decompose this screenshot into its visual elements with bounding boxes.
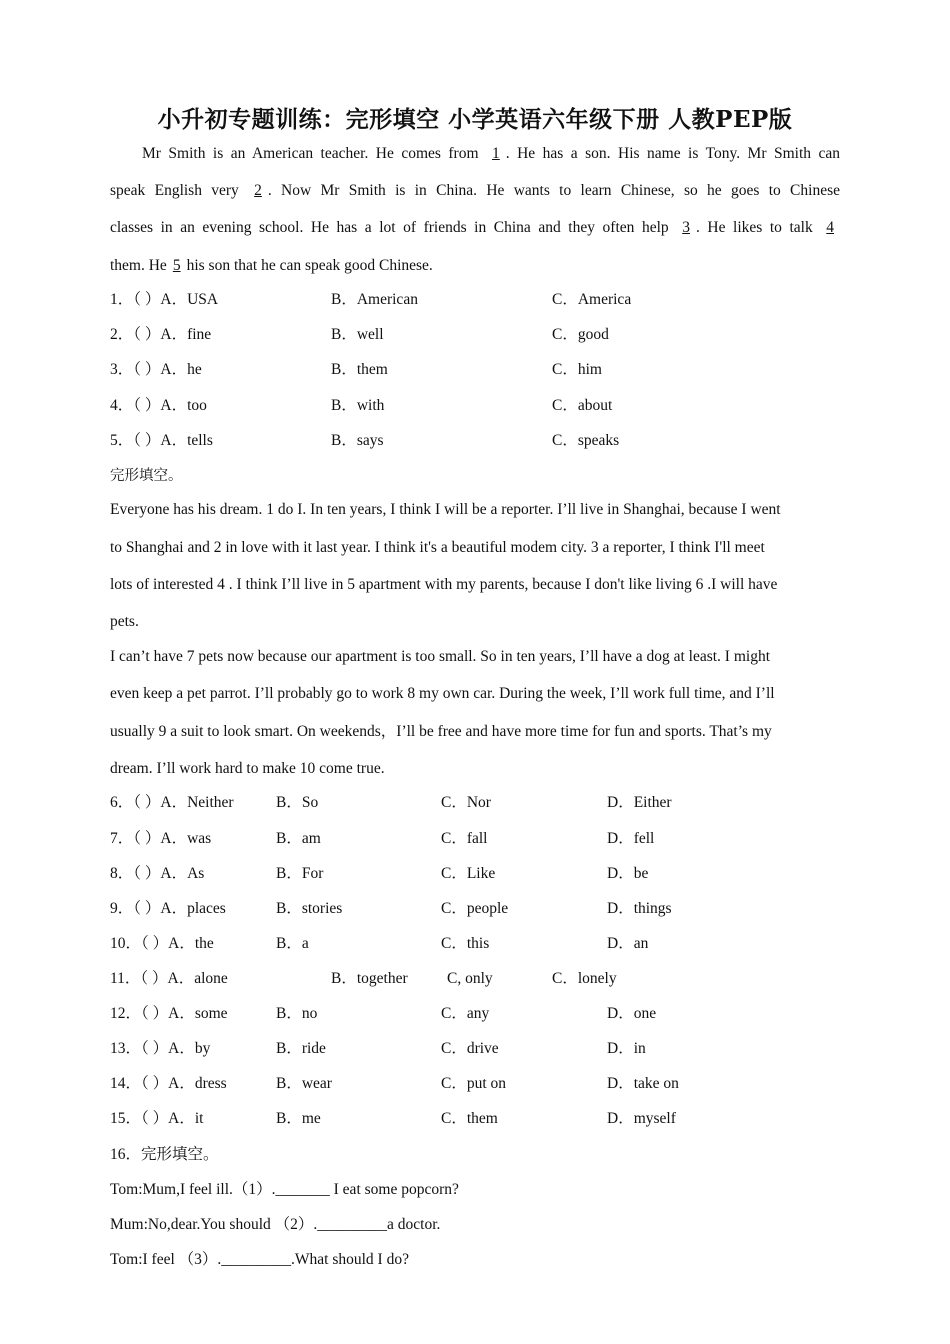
- blank-4: 4: [826, 219, 835, 236]
- question-2: 2．（ ）A．fine B．well C．good: [110, 326, 609, 343]
- passage1-line-1: Mr Smith is an American teacher. He comes from 1 . He has a son. His name is Tony. Mr Smith can: [142, 145, 840, 162]
- passage1-line-4: them. He 5 his son that he can speak good Chinese.: [110, 257, 433, 274]
- blank-5: 5: [172, 257, 181, 274]
- passage2-line-6: even keep a pet parrot. I’ll probably go to work 8 my own car. During the week, I’ll work full time, and I’ll: [110, 685, 775, 702]
- dialogue-line-2: Mum:No,dear.You should （2）._________a doctor.: [110, 1216, 441, 1233]
- question-7: 7．（ ）A．was B．am C．fall D．fell: [110, 830, 655, 847]
- question-15: 15．（ ）A．it B．me C．them D．myself: [110, 1110, 676, 1127]
- question-3: 3．（ ）A．he B．them C．him: [110, 361, 602, 378]
- question-8: 8．（ ）A．As B．For C．Like D．be: [110, 865, 649, 882]
- blank-3: 3: [682, 219, 690, 236]
- dialogue-line-1: Tom:Mum,I feel ill.（1）._______ I eat some popcorn?: [110, 1181, 459, 1198]
- question-5: 5．（ ）A．tells B．says C．speaks: [110, 432, 620, 449]
- passage1-line-2: speak English very 2 . Now Mr Smith is in China. He wants to learn Chinese, so he goes to Chinese: [110, 182, 840, 199]
- blank-2: 2: [254, 182, 262, 199]
- passage2-line-7: usually 9 a suit to look smart. On weekends，I’ll be free and have more time for fun and sports. That’s my: [110, 723, 772, 740]
- question-4: 4．（ ）A．too B．with C．about: [110, 397, 613, 414]
- passage2-line-1: Everyone has his dream. 1 do I. In ten years, I think I will be a reporter. I’ll live in Shanghai, because I went: [110, 501, 781, 518]
- question-13: 13．（ ）A．by B．ride C．drive D．in: [110, 1040, 646, 1057]
- page-title: 小升初专题训练：完形填空 小学英语六年级下册 人教PEP版: [157, 106, 793, 133]
- question-11: 11．（ ）A．alone B．together C, only C．lonely: [110, 970, 617, 987]
- question-1: 1．（ ）A．USA B．American C．America: [110, 291, 632, 308]
- question-9: 9．（ ）A．places B．stories C．people D．things: [110, 900, 672, 917]
- question-12: 12．（ ）A．some B．no C．any D．one: [110, 1005, 657, 1022]
- question-6: 6．（ ）A．Neither B．So C．Nor D．Either: [110, 794, 672, 811]
- passage2-line-4: pets.: [110, 613, 139, 630]
- passage2-line-2: to Shanghai and 2 in love with it last year. I think it's a beautiful modem city. 3 a reporter, I think I'll meet: [110, 539, 765, 556]
- blank-1: 1: [492, 145, 500, 162]
- passage2-line-5: I can’t have 7 pets now because our apartment is too small. So in ten years, I’ll have a dog at least. I might: [110, 648, 770, 665]
- section2-heading: 完形填空。: [110, 468, 183, 484]
- dialogue-line-3: Tom:I feel （3）._________.What should I do?: [110, 1251, 409, 1268]
- question-14: 14．（ ）A．dress B．wear C．put on D．take on: [110, 1075, 679, 1092]
- passage2-line-8: dream. I’ll work hard to make 10 come true.: [110, 760, 385, 777]
- passage1-line-3: classes in an evening school. He has a lot of friends in China and they often help 3 . He likes to talk 4: [110, 217, 840, 239]
- passage2-line-3: lots of interested 4 . I think I’ll live in 5 apartment with my parents, because I don't like living 6 .I will have: [110, 576, 778, 593]
- question-16-heading: 16．完形填空。: [110, 1146, 219, 1163]
- question-10: 10．（ ）A．the B．a C．this D．an: [110, 935, 649, 952]
